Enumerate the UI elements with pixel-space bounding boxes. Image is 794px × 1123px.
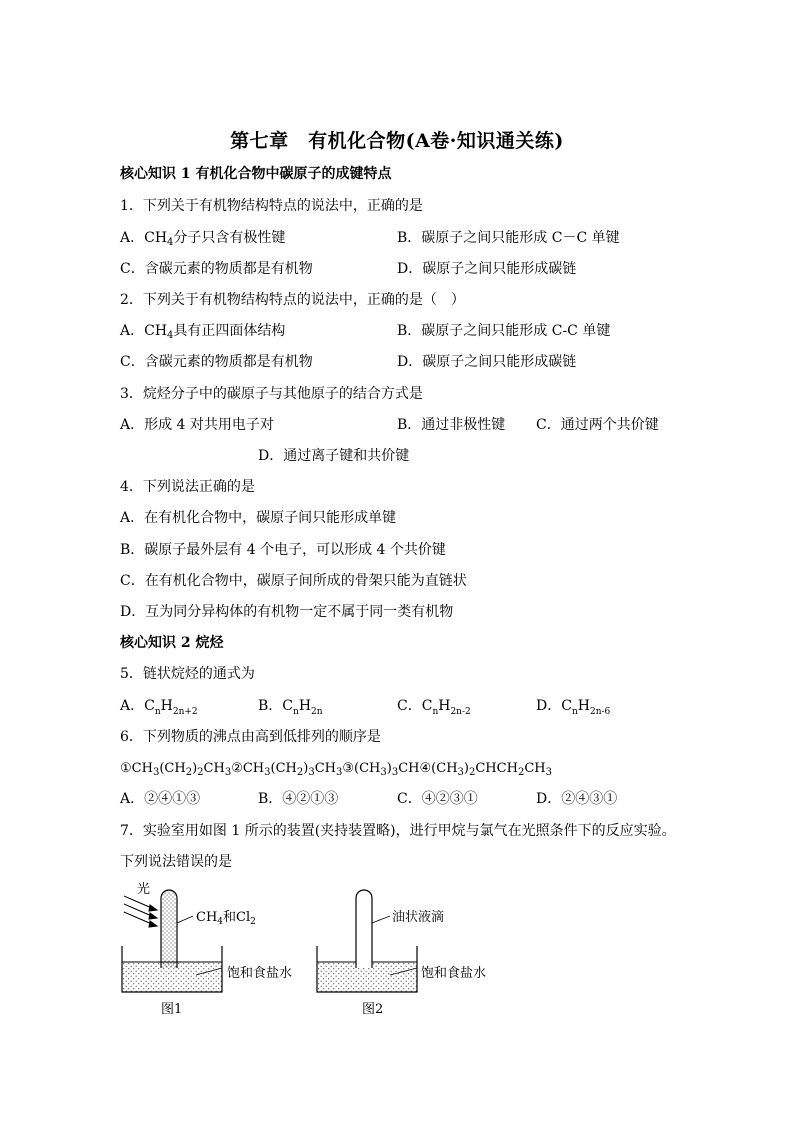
question-3-option-b: B．通过非极性键: [397, 417, 506, 433]
substance-1: $①CH_3(CH_2)_2CH_3$: [120, 761, 232, 778]
question-6-option-c: C．④②③①: [397, 791, 478, 807]
question-3-option-a: A．形成 4 对共用电子对: [120, 417, 274, 433]
question-4-option-d: D．互为同分异构体的有机物一定不属于同一类有机物: [120, 604, 454, 620]
gas-tube-1: [161, 890, 177, 968]
light-label: 光: [137, 882, 151, 897]
question-1-option-c: C．含碳元素的物质都是有机物: [120, 261, 313, 277]
section-heading-1: 核心知识 1 有机化合物中碳原子的成键特点: [120, 166, 392, 182]
question-4-option-a: A．在有机化合物中，碳原子间只能形成单键: [120, 510, 397, 526]
question-2-option-a: A．$CH_4$具有正四面体结构: [120, 323, 286, 341]
page-title: 第七章 有机化合物(A卷·知识通关练): [230, 130, 564, 152]
substance-3: $③(CH_3)_3CH$: [342, 761, 420, 778]
question-5-option-b: B．$C_nH_{2n}$: [258, 698, 323, 717]
gas-label: $CH_4$和$Cl_2$: [196, 910, 256, 927]
figure-1-caption: 图1: [161, 1002, 183, 1017]
substance-2: $②CH_3(CH_2)_3CH_3$: [231, 761, 343, 778]
question-5-stem: 5．链状烷烃的通式为: [120, 666, 255, 682]
question-2-option-c: C．含碳元素的物质都是有机物: [120, 354, 313, 370]
figure-1: [122, 890, 222, 992]
brine-label-2: 饱和食盐水: [421, 966, 487, 981]
oil-droplets-label: 油状液滴: [392, 910, 445, 925]
question-6-option-b: B．④②①③: [258, 791, 339, 807]
question-5-option-d: D．$C_nH_{2n-6}$: [536, 698, 611, 717]
question-2-option-b: B．碳原子之间只能形成 C-C 单键: [397, 323, 611, 339]
figure-2-caption: 图2: [362, 1002, 384, 1017]
question-1-option-d: D．碳原子之间只能形成碳链: [397, 261, 577, 277]
question-2-option-d: D．碳原子之间只能形成碳链: [397, 354, 577, 370]
section-heading-2: 核心知识 2 烷烃: [120, 635, 224, 651]
figure-2: [317, 890, 417, 992]
question-7-stem: 7．实验室用如图 1 所示的装置(夹持装置略)，进行甲烷与氯气在光照条件下的反应实验。: [120, 823, 676, 839]
question-5-option-c: C．$C_nH_{2n-2}$: [397, 698, 471, 717]
question-1-option-a: A．$CH_4$分子只含有极性键: [120, 230, 286, 248]
question-3-option-c: C．通过两个共价键: [536, 417, 659, 433]
question-4-option-c: C．在有机化合物中，碳原子间所成的骨架只能为直链状: [120, 573, 467, 589]
question-4-stem: 4．下列说法正确的是: [120, 479, 255, 495]
question-6-option-a: A．②④①③: [120, 791, 201, 807]
question-6-option-d: D．②④③①: [536, 791, 618, 807]
substance-4: $④(CH_3)_2CHCH_2CH_3$: [419, 761, 552, 778]
question-1-option-b: B．碳原子之间只能形成 C－C 单键: [397, 230, 620, 246]
question-2-stem: 2．下列关于有机物结构特点的说法中，正确的是（ ）: [120, 292, 465, 308]
question-4-option-b: B．碳原子最外层有 4 个电子，可以形成 4 个共价键: [120, 542, 446, 558]
empty-tube-2: [356, 890, 372, 968]
light-rays: [124, 896, 157, 927]
question-6-stem: 6．下列物质的沸点由高到低排列的顺序是: [120, 729, 381, 745]
question-5-option-a: A．$C_nH_{2n+2}$: [120, 698, 198, 717]
brine-label-1: 饱和食盐水: [227, 966, 293, 981]
question-7-stem-continued: 下列说法错误的是: [120, 854, 232, 870]
question-1-stem: 1．下列关于有机物结构特点的说法中，正确的是: [120, 198, 423, 214]
question-3-option-d: D．通过离子键和共价键: [258, 448, 410, 464]
question-3-stem: 3．烷烃分子中的碳原子与其他原子的结合方式是: [120, 386, 423, 402]
